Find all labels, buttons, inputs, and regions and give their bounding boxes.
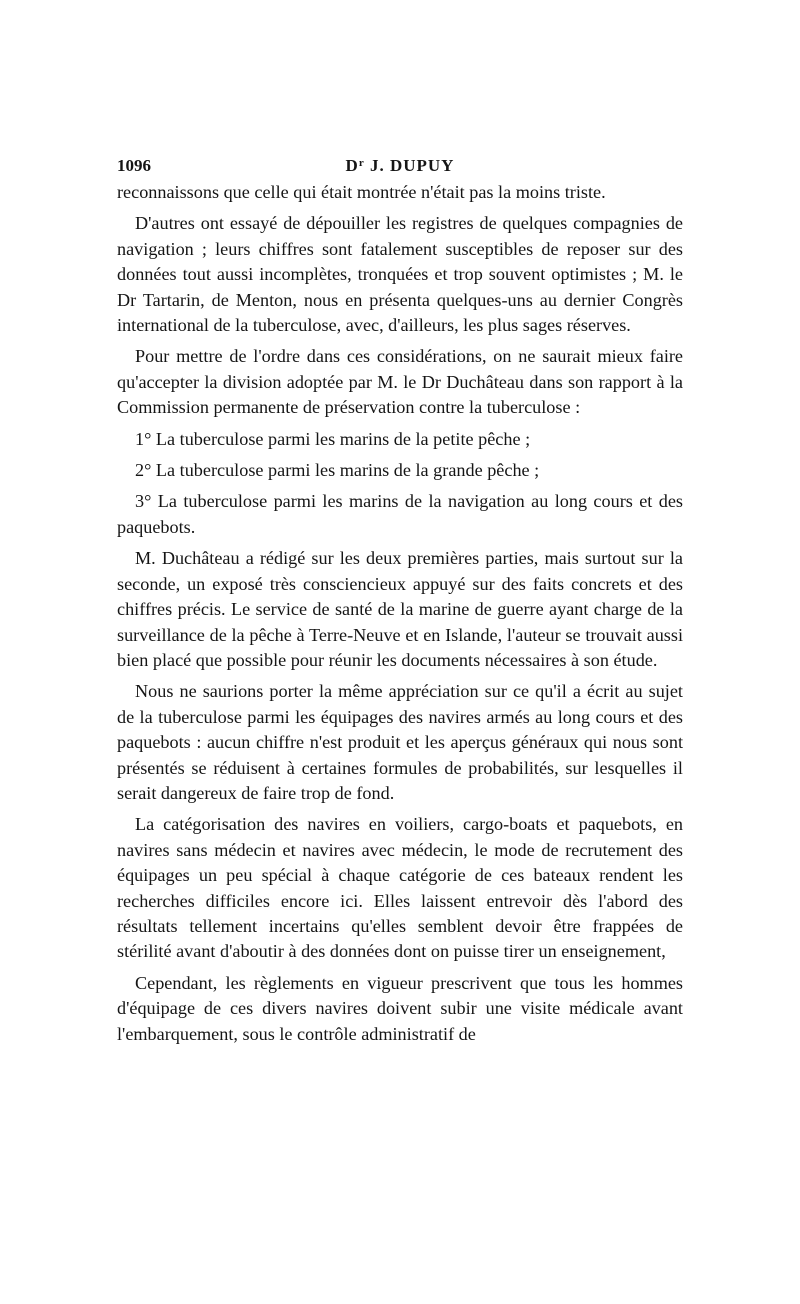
paragraph-registres: D'autres ont essayé de dépouiller les registres de quelques compagnies de navigation ; leurs chiffres sont fatalement susceptibles de reposer sur des données tout aussi incomplètes, tronquées et trop souvent optimistes ; M. le Dr Tartarin, de Menton, nous en présenta quelques-uns au dernier Congrès international de la tuberculose, avec, d'ailleurs, les plus sages réserves.: [117, 213, 683, 336]
page-header: [117, 150, 683, 180]
paragraph-continuation: reconnaissons que celle qui était montrée n'était pas la moins triste.: [117, 182, 606, 202]
list-item-petite-peche: 1° La tuberculose parmi les marins de la petite pêche ;: [135, 428, 531, 449]
paragraph-duchateau: M. Duchâteau a rédigé sur les deux premières parties, mais surtout sur la seconde, un exposé très consciencieux appuyé sur des faits concrets et des chiffres précis. Le service de santé de la marine de guerre ayant charge de la surveillance de la pêche à Terre-Neuve et en Islande, l'auteur se trouvait aussi bien placé que possible pour réunir les documents nécessaires à son étude.: [117, 548, 683, 670]
paragraph-appreciation: Nous ne saurions porter la même appréciation sur ce qu'il a écrit au sujet de la tuberculose parmi les équipages des navires armés au long cours et des paquebots : aucun chiffre n'est produit et les aperçus généraux qui nous sont présentés se réduisent à certaines formules de probabilités, sur lesquelles il serait dangereux de faire trop de fond.: [117, 681, 683, 803]
list-item-grande-peche: 2° La tuberculose parmi les marins de la grande pêche ;: [135, 460, 540, 481]
page-number: 1096: [117, 156, 151, 175]
list-item-long-cours: 3° La tuberculose parmi les marins de la navigation au long cours et des paquebots.: [117, 491, 683, 537]
body-text: [117, 180, 683, 1047]
running-head: $D^r$ J. DUPUY: [345, 156, 455, 175]
paragraph-division: Pour mettre de l'ordre dans ces considérations, on ne saurait mieux faire qu'accepter la division adoptée par M. le Dr Duchâteau dans son rapport à la Commission permanente de préservation contre la tuberculose :: [117, 346, 683, 418]
paragraph-categorisation: La catégorisation des navires en voiliers, cargo-boats et paquebots, en navires sans médecin et navires avec médecin, le mode de recrutement des équipages un peu spécial à chaque catégorie de ces bateaux rendent les recherches difficiles encore ici. Elles laissent entrevoir dès l'abord des résultats tellement incertains qu'elles semblent devoir être frappées de stérilité avant d'aboutir à des données dont on puisse tirer un enseignement,: [117, 814, 683, 962]
paragraph-reglements: Cependant, les règlements en vigueur prescrivent que tous les hommes d'équipage de ces divers navires doivent subir une visite médicale avant l'embarquement, sous le contrôle administratif de: [117, 972, 683, 1044]
book-page: [117, 150, 683, 1053]
